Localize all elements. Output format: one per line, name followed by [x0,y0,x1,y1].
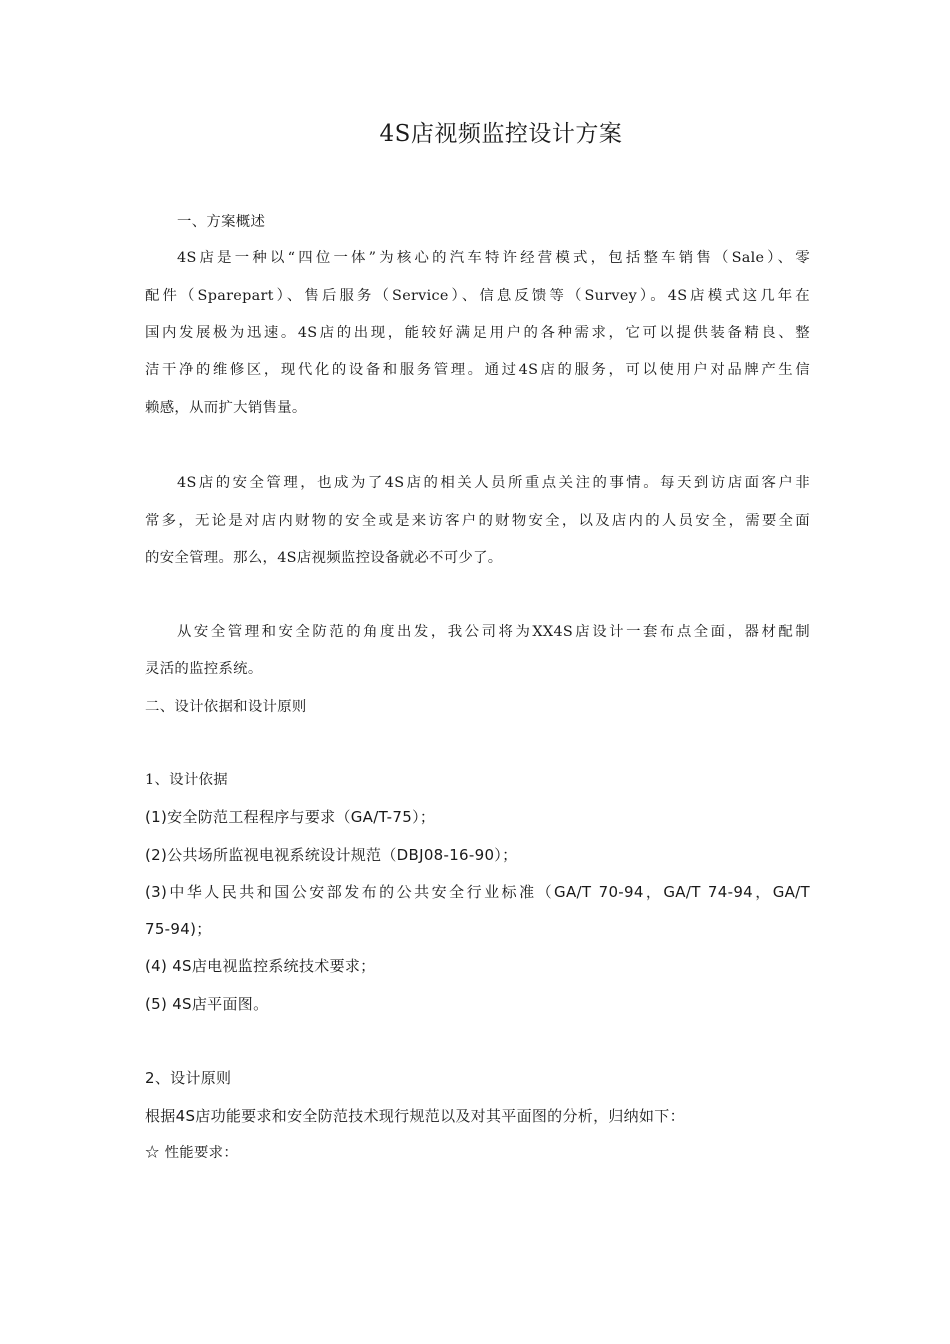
paragraph-line: 根据4S店功能要求和安全防范技术现行规范以及对其平面图的分析，归纳如下： [145,1107,685,1125]
subsection-heading: 1、设计依据 [145,772,228,788]
document-title: 4S店视频监控设计方案 [379,121,623,147]
basis-item: 75-94)； [145,920,212,938]
subsection-heading: 2、设计原则 [145,1069,232,1087]
basis-item: (5) 4S店平面图。 [145,995,269,1013]
basis-item: (2)公共场所监视电视系统设计规范（DBJ08-16-90）； [145,846,518,864]
basis-item: (4) 4S店电视监控系统技术要求； [145,957,376,975]
paragraph-line: 配件（Sparepart）、售后服务（Service）、信息反馈等（Survey）。4S店模式这几年在 [145,288,810,304]
paragraph-line: 4S店的安全管理，也成为了4S店的相关人员所重点关注的事情。每天到访店面客户非 [177,475,810,491]
section-heading: 二、设计依据和设计原则 [145,699,307,715]
basis-item: (3)中华人民共和国公安部发布的公共安全行业标准（GA/T 70-94，GA/T 74-94，GA/T [145,883,810,901]
paragraph-line: 4S店是一种以“四位一体”为核心的汽车特许经营模式，包括整车销售（Sale）、零 [177,250,810,266]
paragraph-line: 赖感，从而扩大销售量。 [145,400,307,416]
section-heading: 一、方案概述 [177,214,266,230]
paragraph-line: 灵活的监控系统。 [145,661,263,677]
performance-label: ☆ 性能要求： [145,1145,239,1161]
basis-item: (1)安全防范工程程序与要求（GA/T-75）； [145,808,436,826]
paragraph-line: 洁干净的维修区，现代化的设备和服务管理。通过4S店的服务，可以使用户对品牌产生信 [145,362,810,378]
paragraph-line: 国内发展极为迅速。4S店的出现，能较好满足用户的各种需求，它可以提供装备精良、整 [145,325,810,341]
paragraph-line: 常多，无论是对店内财物的安全或是来访客户的财物安全，以及店内的人员安全，需要全面 [145,513,810,529]
paragraph-line: 的安全管理。那么，4S店视频监控设备就必不可少了。 [145,550,503,566]
paragraph-line: 从安全管理和安全防范的角度出发，我公司将为XX4S店设计一套布点全面，器材配制 [177,624,810,640]
